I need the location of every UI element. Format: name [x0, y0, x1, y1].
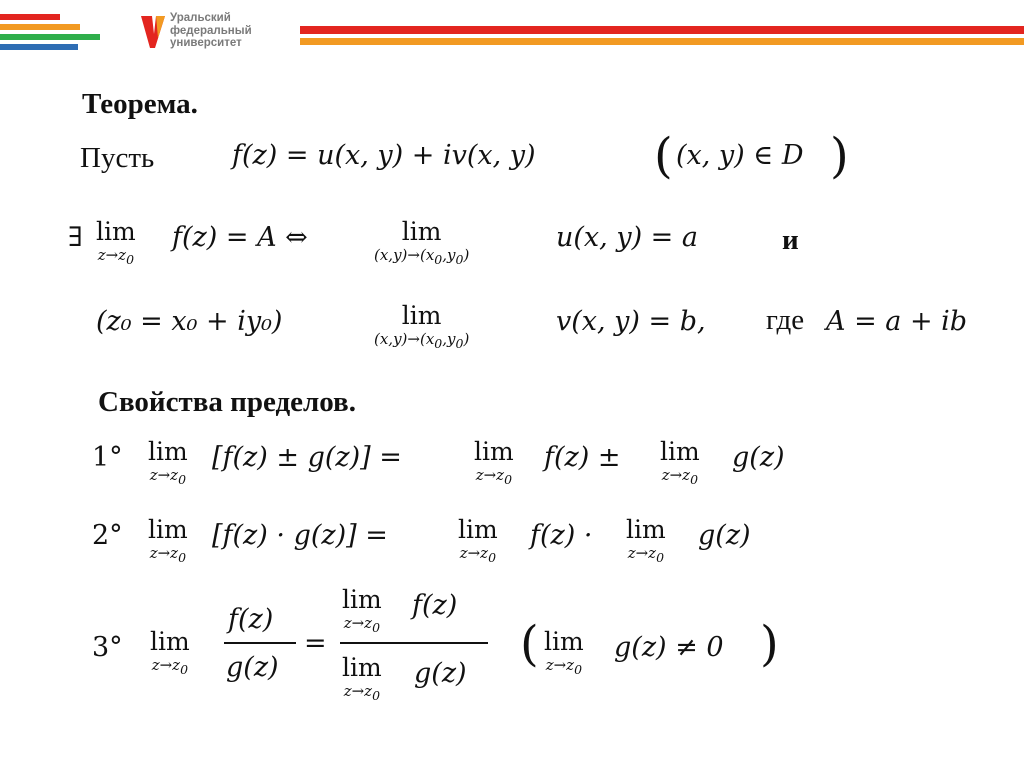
property-2-lim-a	[148, 516, 188, 567]
u-limit: u(x, y) = a	[556, 222, 698, 253]
domain-formula: (x, y) ∈ D	[676, 140, 804, 171]
property-3-numerator: f(z)	[228, 604, 274, 635]
properties-title: Свойства пределов.	[98, 386, 356, 418]
urfu-logo-icon	[138, 12, 168, 52]
property-3-fraction-bar-right	[340, 642, 488, 644]
lim-sub: $z\to z_0$	[661, 466, 699, 487]
lim-word: lim	[342, 653, 382, 682]
property-1-part-a: [f(z) ± g(z)] =	[212, 442, 402, 473]
property-2-part-a: [f(z) · g(z)] =	[212, 520, 388, 551]
lim-sub: $z\to z_0$	[343, 682, 381, 703]
lim-sub: $z\to z_0$	[459, 544, 497, 565]
lim-word: lim	[660, 437, 700, 466]
property-2-lim-b	[458, 516, 498, 567]
lim-word: lim	[474, 437, 514, 466]
definition-formula: f(z) = u(x, y) + iv(x, y)	[232, 140, 536, 171]
logo-line-2: федеральный	[170, 24, 252, 37]
lim-word: lim	[148, 437, 188, 466]
exists-symbol: ∃	[68, 222, 83, 253]
property-2-part-c: g(z)	[698, 520, 751, 551]
property-1-lim-b	[474, 438, 514, 489]
property-3-lim-denom	[342, 654, 382, 705]
lim-word: lim	[148, 515, 188, 544]
and-word: и	[782, 224, 799, 256]
lim-sub: $z\to z_0$	[151, 656, 189, 677]
property-2-lim-c	[626, 516, 666, 567]
lim-xy-1	[374, 218, 469, 269]
lim-word: lim	[96, 217, 136, 246]
property-3-lim-cond	[544, 628, 584, 679]
lim-word: lim	[401, 301, 442, 330]
stripe-orange-right	[300, 38, 1024, 45]
v-limit: v(x, y) = b,	[556, 306, 706, 337]
let-word: Пусть	[80, 142, 155, 174]
logo-text	[170, 12, 252, 50]
property-1-part-b: f(z) ±	[544, 442, 621, 473]
property-2-number: 2°	[92, 520, 123, 551]
domain-left-paren: (	[654, 128, 673, 184]
lim-z-1	[96, 218, 136, 269]
property-3-lim-main	[150, 628, 190, 679]
property-3-denominator: g(z)	[226, 652, 279, 683]
property-3-equals: =	[304, 628, 327, 659]
lim-sub: $z\to z_0$	[627, 544, 665, 565]
lim-word: lim	[458, 515, 498, 544]
lim-word: lim	[342, 585, 382, 614]
property-3-fraction-bar-left	[224, 642, 296, 644]
lim-word: lim	[401, 217, 442, 246]
equiv-lhs: f(z) = A ⇔	[172, 222, 308, 253]
property-1-number: 1°	[92, 442, 123, 473]
lim-word: lim	[626, 515, 666, 544]
stripe-green-left	[0, 34, 100, 40]
lim-sub: $(x,y)\to(x_0,y_0)$	[374, 330, 470, 351]
logo-line-3: университет	[170, 37, 242, 49]
property-3-denominator-right: g(z)	[414, 658, 467, 689]
property-3-condition: g(z) ≠ 0	[614, 632, 724, 663]
lim-sub: $z\to z_0$	[97, 246, 135, 267]
stripe-red-right	[300, 26, 1024, 34]
lim-word: lim	[544, 627, 584, 656]
property-3-lim-numer	[342, 586, 382, 637]
where-word: где	[766, 304, 805, 336]
lim-word: lim	[150, 627, 190, 656]
condition-left-paren: (	[520, 616, 539, 672]
property-3-numerator-right: f(z)	[412, 590, 458, 621]
stripe-blue-left	[0, 44, 78, 50]
logo-line-1: Уральский	[170, 12, 231, 24]
lim-sub: $z\to z_0$	[149, 466, 187, 487]
lim-sub: $(x,y)\to(x_0,y_0)$	[374, 246, 470, 267]
property-1-part-c: g(z)	[732, 442, 785, 473]
domain-right-paren: )	[830, 128, 849, 184]
lim-sub: $z\to z_0$	[545, 656, 583, 677]
A-definition: A = a + ib	[826, 306, 968, 337]
lim-xy-2	[374, 302, 469, 353]
theorem-title: Теорема.	[82, 88, 198, 120]
condition-right-paren: )	[760, 616, 779, 672]
lim-sub: $z\to z_0$	[149, 544, 187, 565]
z0-definition: (z₀ = x₀ + iy₀)	[96, 306, 283, 337]
property-1-lim-a	[148, 438, 188, 489]
lim-sub: $z\to z_0$	[343, 614, 381, 635]
stripe-orange-left	[0, 24, 80, 30]
property-1-lim-c	[660, 438, 700, 489]
property-2-part-b: f(z) ·	[530, 520, 593, 551]
stripe-red-left	[0, 14, 60, 20]
property-3-number: 3°	[92, 632, 123, 663]
lim-sub: $z\to z_0$	[475, 466, 513, 487]
